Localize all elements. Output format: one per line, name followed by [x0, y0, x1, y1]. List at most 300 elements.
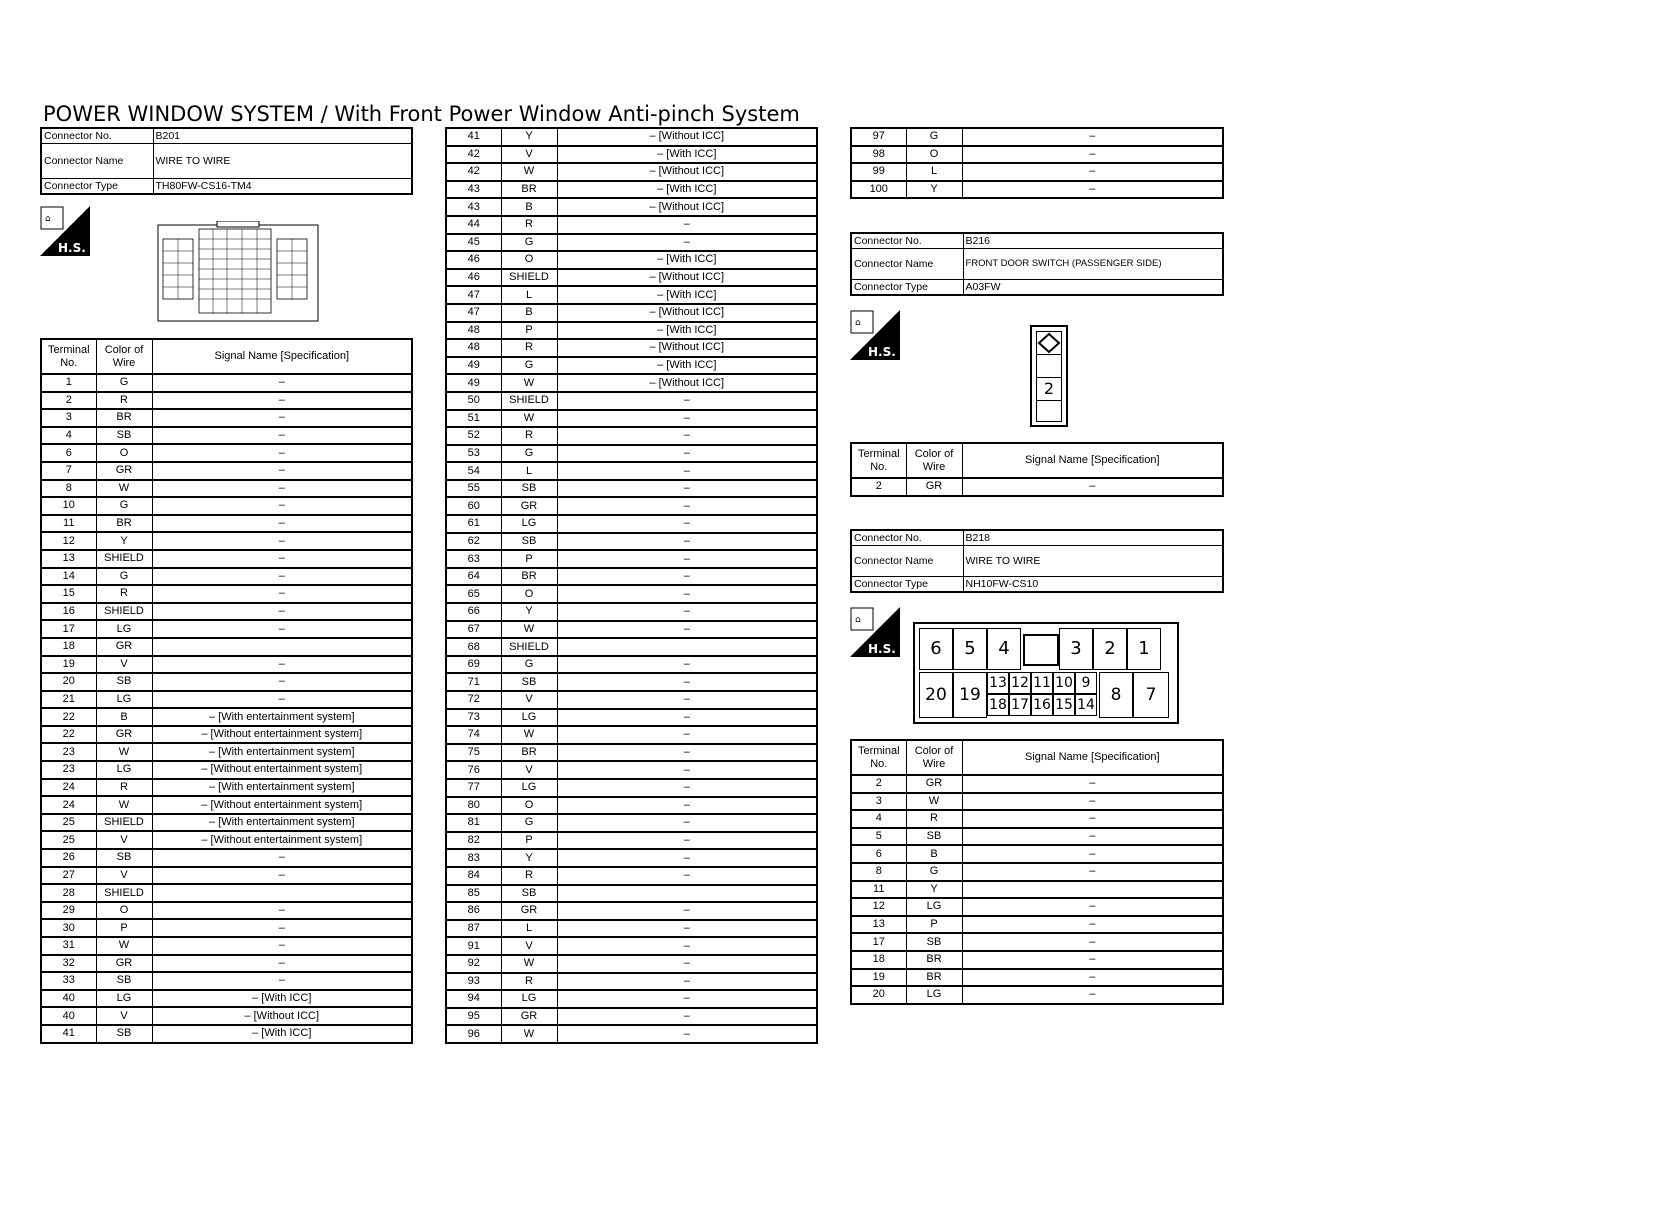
connector-pin: 16	[1031, 694, 1053, 716]
table-row	[41, 427, 412, 445]
terminal-no: 100	[851, 181, 906, 199]
signal-name: – [Without entertainment system]	[152, 726, 412, 744]
terminal-no: 65	[446, 585, 501, 603]
connector-b216-info	[850, 232, 1224, 296]
table-row	[851, 128, 1223, 146]
signal-name: –	[962, 933, 1223, 951]
table-row	[446, 656, 817, 674]
wire-color: W	[501, 726, 557, 744]
wire-color-header: Color of Wire	[906, 443, 962, 478]
terminal-no: 44	[446, 216, 501, 234]
table-row	[851, 898, 1223, 916]
wire-color: R	[96, 779, 152, 797]
signal-name: –	[962, 181, 1223, 199]
table-row	[446, 849, 817, 867]
wire-color: G	[501, 357, 557, 375]
signal-name: –	[557, 849, 817, 867]
signal-name: –	[962, 478, 1223, 496]
wire-color: GR	[96, 726, 152, 744]
terminal-no: 19	[41, 656, 96, 674]
connector-pin: 17	[1009, 694, 1031, 716]
wire-color: SHIELD	[501, 392, 557, 410]
signal-name: –	[557, 585, 817, 603]
svg-text:H.S.: H.S.	[868, 345, 896, 359]
signal-name: – [Without ICC]	[557, 163, 817, 181]
terminal-table-b201-3	[850, 127, 1224, 199]
wire-color: SB	[906, 828, 962, 846]
label: Connector Name	[41, 144, 153, 179]
table-row	[446, 814, 817, 832]
signal-name: – [With ICC]	[557, 181, 817, 199]
table-row	[446, 550, 817, 568]
wire-color: L	[501, 462, 557, 480]
terminal-no: 42	[446, 146, 501, 164]
signal-name: – [With entertainment system]	[152, 779, 412, 797]
signal-name: –	[152, 691, 412, 709]
table-row	[851, 986, 1223, 1004]
signal-name: –	[962, 163, 1223, 181]
terminal-no: 42	[446, 163, 501, 181]
wire-color: W	[501, 621, 557, 639]
terminal-no: 97	[851, 128, 906, 146]
wire-color-header: Color of Wire	[96, 339, 152, 374]
signal-name: –	[557, 603, 817, 621]
terminal-no: 60	[446, 497, 501, 515]
signal-name: –	[557, 691, 817, 709]
table-row	[446, 603, 817, 621]
signal-name: –	[152, 568, 412, 586]
wire-color: BR	[906, 951, 962, 969]
table-row	[41, 620, 412, 638]
terminal-no: 22	[41, 708, 96, 726]
terminal-no: 19	[851, 969, 906, 987]
terminal-no: 2	[41, 392, 96, 410]
table-row	[851, 810, 1223, 828]
terminal-no: 46	[446, 269, 501, 287]
signal-name: –	[152, 937, 412, 955]
wire-color: Y	[96, 532, 152, 550]
wire-color: P	[501, 832, 557, 850]
wire-color: BR	[501, 181, 557, 199]
table-row	[446, 955, 817, 973]
wire-color: LG	[906, 986, 962, 1004]
table-row	[446, 761, 817, 779]
terminal-no: 99	[851, 163, 906, 181]
signal-name: –	[557, 761, 817, 779]
signal-name: –	[557, 1008, 817, 1026]
signal-name: –	[152, 497, 412, 515]
table-row	[41, 568, 412, 586]
terminal-no: 5	[851, 828, 906, 846]
connector-pin: 15	[1053, 694, 1075, 716]
wire-color: GR	[96, 462, 152, 480]
signal-name: –	[557, 497, 817, 515]
terminal-no: 10	[41, 497, 96, 515]
terminal-no: 11	[851, 881, 906, 899]
signal-name: –	[557, 867, 817, 885]
terminal-no: 18	[851, 951, 906, 969]
table-row	[851, 163, 1223, 181]
table-row	[41, 814, 412, 832]
signal-name	[557, 885, 817, 903]
terminal-no: 6	[41, 444, 96, 462]
terminal-no: 30	[41, 919, 96, 937]
signal-name: –	[557, 568, 817, 586]
wire-color: L	[501, 920, 557, 938]
terminal-no: 63	[446, 550, 501, 568]
terminal-no: 53	[446, 445, 501, 463]
signal-name: –	[152, 374, 412, 392]
signal-name-header: Signal Name [Specification]	[962, 443, 1223, 478]
terminal-no: 86	[446, 902, 501, 920]
signal-name: – [Without ICC]	[557, 198, 817, 216]
connector-pin: 8	[1099, 672, 1133, 718]
signal-name: – [With ICC]	[557, 251, 817, 269]
terminal-no-header: Terminal No.	[41, 339, 96, 374]
wire-color: R	[96, 585, 152, 603]
wire-color: SB	[501, 480, 557, 498]
table-row	[851, 828, 1223, 846]
terminal-no: 72	[446, 691, 501, 709]
wire-color: SB	[96, 1025, 152, 1043]
table-row	[446, 146, 817, 164]
signal-name: –	[152, 673, 412, 691]
wire-color: L	[906, 163, 962, 181]
terminal-no: 50	[446, 392, 501, 410]
table-row	[446, 497, 817, 515]
wire-color: O	[96, 444, 152, 462]
terminal-no: 3	[851, 793, 906, 811]
table-row	[446, 1025, 817, 1043]
connector-name: WIRE TO WIRE	[963, 546, 1223, 577]
connector-no: B218	[963, 530, 1223, 546]
wire-color: SHIELD	[501, 269, 557, 287]
connector-no: B216	[963, 233, 1223, 249]
terminal-no: 25	[41, 831, 96, 849]
table-row	[446, 973, 817, 991]
table-row	[41, 409, 412, 427]
terminal-no: 73	[446, 709, 501, 727]
signal-name: –	[557, 445, 817, 463]
signal-name: –	[557, 533, 817, 551]
signal-name	[152, 884, 412, 902]
terminal-no: 51	[446, 410, 501, 428]
wire-color: LG	[906, 898, 962, 916]
table-row	[41, 796, 412, 814]
terminal-no: 96	[446, 1025, 501, 1043]
wire-color: LG	[501, 709, 557, 727]
wire-color: SB	[501, 673, 557, 691]
signal-name: –	[557, 216, 817, 234]
signal-name: – [Without ICC]	[152, 1007, 412, 1025]
terminal-no: 12	[851, 898, 906, 916]
terminal-no: 27	[41, 867, 96, 885]
terminal-no: 85	[446, 885, 501, 903]
signal-name: –	[557, 392, 817, 410]
signal-name: –	[962, 916, 1223, 934]
label: Connector Type	[851, 280, 963, 296]
signal-name: –	[152, 392, 412, 410]
signal-name: –	[962, 969, 1223, 987]
terminal-no: 17	[851, 933, 906, 951]
wire-color: V	[96, 831, 152, 849]
terminal-no: 82	[446, 832, 501, 850]
connector-pin: 14	[1075, 694, 1097, 716]
table-row	[446, 797, 817, 815]
wire-color: SB	[96, 427, 152, 445]
signal-name: – [With ICC]	[557, 286, 817, 304]
connector-b218-info	[850, 529, 1224, 593]
wire-color: G	[501, 234, 557, 252]
terminal-no: 76	[446, 761, 501, 779]
terminal-no: 41	[41, 1025, 96, 1043]
signal-name: – [Without ICC]	[557, 304, 817, 322]
wire-color: SB	[96, 849, 152, 867]
wire-color: SHIELD	[96, 814, 152, 832]
terminal-no: 49	[446, 357, 501, 375]
signal-name: –	[557, 990, 817, 1008]
svg-text:⌂: ⌂	[45, 214, 51, 224]
terminal-no: 15	[41, 585, 96, 603]
table-row	[446, 1008, 817, 1026]
signal-name: –	[557, 709, 817, 727]
signal-name: –	[152, 585, 412, 603]
signal-name: –	[557, 515, 817, 533]
wire-color: G	[96, 568, 152, 586]
wire-color: R	[501, 427, 557, 445]
signal-name: –	[152, 603, 412, 621]
wire-color: V	[501, 937, 557, 955]
signal-name: –	[557, 797, 817, 815]
wire-color: GR	[501, 1008, 557, 1026]
signal-name: –	[152, 955, 412, 973]
table-row	[41, 603, 412, 621]
wire-color: BR	[96, 515, 152, 533]
wire-color: P	[501, 550, 557, 568]
signal-name: –	[962, 986, 1223, 1004]
label: Connector Type	[41, 179, 153, 195]
terminal-no: 62	[446, 533, 501, 551]
wire-color: W	[96, 937, 152, 955]
table-row	[446, 673, 817, 691]
connector-b201-diagram	[157, 221, 319, 323]
signal-name: –	[152, 444, 412, 462]
table-row	[41, 955, 412, 973]
connector-pin: 3	[1059, 628, 1093, 670]
terminal-no: 92	[446, 955, 501, 973]
table-row	[446, 322, 817, 340]
connector-b201-info	[40, 127, 413, 195]
wire-color: G	[501, 814, 557, 832]
wire-color: B	[501, 304, 557, 322]
terminal-no: 21	[41, 691, 96, 709]
terminal-no: 8	[41, 480, 96, 498]
connector-pin: 18	[987, 694, 1009, 716]
wire-color: V	[96, 656, 152, 674]
connector-pin: 19	[953, 672, 987, 718]
signal-name: –	[557, 427, 817, 445]
table-row	[41, 1025, 412, 1043]
table-row	[446, 585, 817, 603]
terminal-no: 71	[446, 673, 501, 691]
table-row	[446, 744, 817, 762]
wire-color: BR	[906, 969, 962, 987]
terminal-no: 33	[41, 972, 96, 990]
signal-name: – [Without ICC]	[557, 339, 817, 357]
table-row	[41, 444, 412, 462]
terminal-no: 43	[446, 198, 501, 216]
terminal-no: 2	[851, 478, 906, 496]
terminal-no: 3	[41, 409, 96, 427]
table-row	[41, 497, 412, 515]
terminal-no: 93	[446, 973, 501, 991]
wire-color: W	[501, 955, 557, 973]
table-row	[41, 726, 412, 744]
table-row	[446, 181, 817, 199]
signal-name: – [With ICC]	[557, 322, 817, 340]
wire-color: R	[501, 339, 557, 357]
table-row	[41, 462, 412, 480]
signal-name: –	[152, 902, 412, 920]
table-row	[851, 478, 1223, 496]
table-row	[446, 234, 817, 252]
terminal-no: 40	[41, 1007, 96, 1025]
wire-color: V	[501, 146, 557, 164]
signal-name: –	[152, 532, 412, 550]
connector-pin: 6	[919, 628, 953, 670]
wire-color: LG	[501, 779, 557, 797]
table-row	[446, 533, 817, 551]
wire-color: SB	[501, 533, 557, 551]
table-row	[446, 304, 817, 322]
wire-color: P	[96, 919, 152, 937]
signal-name: – [Without ICC]	[557, 269, 817, 287]
wire-color: V	[501, 761, 557, 779]
table-row	[41, 708, 412, 726]
signal-name: –	[557, 779, 817, 797]
wire-color: B	[96, 708, 152, 726]
wire-color: W	[501, 163, 557, 181]
signal-name: –	[557, 621, 817, 639]
signal-name: –	[152, 550, 412, 568]
connector-name: WIRE TO WIRE	[153, 144, 412, 179]
table-row	[41, 779, 412, 797]
table-row	[446, 339, 817, 357]
table-row	[41, 532, 412, 550]
table-row	[41, 1007, 412, 1025]
terminal-no: 98	[851, 146, 906, 164]
terminal-no: 77	[446, 779, 501, 797]
wire-color: BR	[96, 409, 152, 427]
signal-name: –	[557, 744, 817, 762]
connector-b218-diagram	[913, 622, 1179, 724]
signal-name-header: Signal Name [Specification]	[962, 740, 1223, 775]
wire-color: O	[906, 146, 962, 164]
terminal-no: 47	[446, 304, 501, 322]
signal-name	[152, 638, 412, 656]
wire-color: GR	[501, 902, 557, 920]
terminal-no: 17	[41, 620, 96, 638]
signal-name: –	[152, 462, 412, 480]
terminal-no: 24	[41, 779, 96, 797]
signal-name: –	[557, 1025, 817, 1043]
terminal-no: 91	[446, 937, 501, 955]
table-row	[851, 181, 1223, 199]
table-row	[446, 779, 817, 797]
wire-color: Y	[501, 849, 557, 867]
wire-color: SB	[96, 673, 152, 691]
signal-name: –	[557, 410, 817, 428]
signal-name: – [With ICC]	[557, 146, 817, 164]
terminal-no: 66	[446, 603, 501, 621]
table-row	[41, 656, 412, 674]
wire-color: P	[906, 916, 962, 934]
terminal-no: 20	[851, 986, 906, 1004]
wire-color: P	[501, 322, 557, 340]
svg-text:H.S.: H.S.	[868, 642, 896, 656]
wire-color: SB	[501, 885, 557, 903]
table-row	[41, 691, 412, 709]
wire-color: W	[96, 743, 152, 761]
label: Connector No.	[851, 233, 963, 249]
terminal-no: 83	[446, 849, 501, 867]
terminal-no: 11	[41, 515, 96, 533]
terminal-no: 8	[851, 863, 906, 881]
wire-color: SB	[96, 972, 152, 990]
table-row	[446, 269, 817, 287]
wire-color: Y	[501, 603, 557, 621]
table-row	[851, 916, 1223, 934]
table-row	[446, 286, 817, 304]
signal-name: – [Without entertainment system]	[152, 761, 412, 779]
table-row	[851, 863, 1223, 881]
label: Connector Name	[851, 546, 963, 577]
table-row	[446, 410, 817, 428]
signal-name: –	[557, 234, 817, 252]
signal-name: –	[962, 898, 1223, 916]
wire-color: W	[501, 1025, 557, 1043]
wire-color: B	[501, 198, 557, 216]
terminal-no: 46	[446, 251, 501, 269]
table-row	[446, 216, 817, 234]
terminal-no: 48	[446, 339, 501, 357]
signal-name: – [With entertainment system]	[152, 743, 412, 761]
terminal-no: 54	[446, 462, 501, 480]
terminal-no-header: Terminal No.	[851, 443, 906, 478]
table-row	[446, 937, 817, 955]
wire-color: W	[501, 374, 557, 392]
connector-pin: 9	[1075, 672, 1097, 694]
wire-color: LG	[96, 990, 152, 1008]
connector-type: TH80FW-CS16-TM4	[153, 179, 412, 195]
table-row	[446, 709, 817, 727]
wire-color: GR	[96, 955, 152, 973]
wire-color: BR	[501, 568, 557, 586]
table-row	[851, 933, 1223, 951]
wire-color: R	[501, 216, 557, 234]
wire-color-header: Color of Wire	[906, 740, 962, 775]
table-row	[446, 621, 817, 639]
signal-name: –	[962, 828, 1223, 846]
signal-name: –	[152, 972, 412, 990]
wire-color: GR	[96, 638, 152, 656]
terminal-no: 14	[41, 568, 96, 586]
terminal-no: 87	[446, 920, 501, 938]
svg-text:H.S.: H.S.	[58, 241, 86, 255]
table-row	[446, 357, 817, 375]
table-row	[446, 374, 817, 392]
table-row	[446, 568, 817, 586]
